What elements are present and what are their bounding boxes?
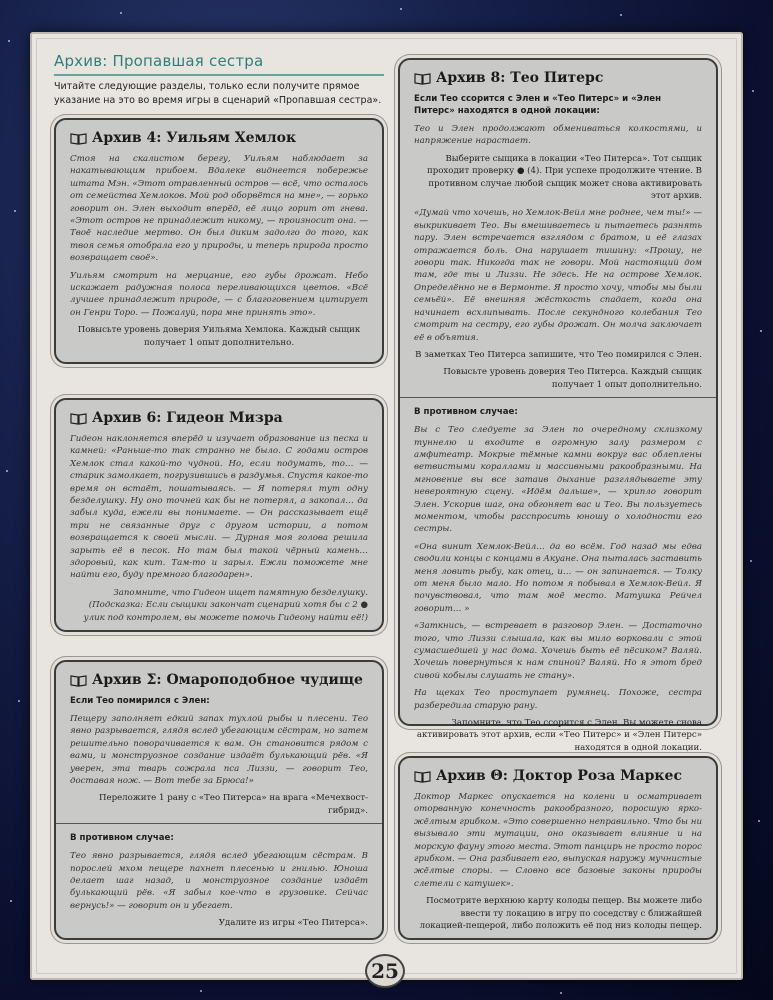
archive-6-title-row [70, 410, 368, 426]
divider [400, 397, 716, 398]
archive-theta-title: Архив Θ: Доктор Роза Маркес [436, 768, 682, 784]
archive-8-instruction: Запомните, что Тео ссорится с Элен. Вы можете снова активировать этот архив, если «Тео Питерс» и «Элен Питерс» находятся в одной локации. [416, 718, 702, 753]
archive-8-text: «Она винит Хемлок-Вейл… да во всём. Год назад мы едва сводили концы с концами в Акуане. Она пыталась заставить меня ловить рыбу, как отец, и… — он запинается. — Толку от меня было мало. Но потом я побывал в Хемлок-Вейл. Я почувствовал, что там моё место. Матушка Рейчел говорит… » [414, 541, 702, 614]
archive-8-otherwise: В противном случае: [414, 407, 518, 418]
archive-sigma-title-row [70, 672, 368, 688]
archive-sigma-title: Архив Σ: Омароподобное чудище [92, 672, 363, 688]
open-book-icon [70, 412, 87, 425]
archive-6-card [54, 398, 384, 632]
archive-theta-instruction: Посмотрите верхнюю карту колоды пещер. Вы можете либо ввести ту локацию в игру по соседству с ближайшей локацией-пещерой, либо положить её под низ колоды пещер. [419, 896, 702, 932]
archive-8-instruction: Выберите сыщика в локации «Тео Питерса». Тот сыщик проходит проверку ● (4). При успехе продолжите чтение. В противном случае любой сыщик может снова активировать этот архив. [427, 153, 702, 202]
archive-8-text: «Заткнись, — встревает в разговор Элен. — Достаточно того, что Лиззи слышала, как вы мило ворковали с этой сумасшедшей у нас дома. Хочешь быть её пёсиком? Валяй. Хочешь повернуться к нам спиной? Валяй. Но я этот бред сивой кобылы слушать не стану». [414, 621, 702, 681]
section-intro: Читайте следующие разделы, только если получите прямое указание на это во время игры в сценарий «Пропавшая сестра». [54, 81, 382, 106]
archive-8-text: Тео и Элен продолжают обмениваться колкостями, и напряжение нарастает. [414, 124, 702, 147]
archive-6-instruction: Запомните, что Гидеон ищет памятную безделушку. (Подсказка: Если сыщики закончат сценарий хотя бы с 2 ● улик под контролем, вы можете помочь Гидеону найти её!) [83, 587, 368, 623]
archive-4-title: Архив 4: Уильям Хемлок [92, 130, 297, 146]
archive-theta-title-row [414, 768, 702, 784]
archive-8-condition: Если Тео ссорится с Элен и «Тео Питерс» и «Элен Питерс» находятся в одной локации: [414, 94, 662, 116]
open-book-icon [414, 72, 431, 85]
archive-4-card [54, 118, 384, 364]
open-book-icon [70, 674, 87, 687]
archive-sigma-text: Тео явно разрывается, глядя вслед убегающим сёстрам. В порослей мхом пещере пахнет плесенью и гнилью. Юноша делает шаг назад, и монструозное создание издаёт булькающий рёв. «Я забыл кое-что в грузовике. Сейчас вернусь!» — говорит он и убегает. [70, 851, 368, 911]
archive-8-card [398, 58, 718, 753]
archive-8-title-row [414, 70, 702, 86]
page-number: 25 [365, 954, 405, 988]
section-title: Архив: Пропавшая сестра [54, 52, 384, 76]
archive-8-title: Архив 8: Тео Питерс [436, 70, 604, 86]
archive-8-text: Вы с Тео следуете за Элен по очередному склизкому туннелю и входите в огромную залу размером с амфитеатр. Мокрые тёмные камни вокруг вас облеплены ветвистыми кораллами и массивными ракообразными. На мгновение вы все затаив дыхание разглядываете эту невероятную сцену. «Идём дальше», — хрипло говорит Элен. Ускорив шаг, она обгоняет вас и Тео. Вы пользуетесь моментом, чтобы расспросить юношу о холодности его сестры. [414, 425, 702, 535]
archive-sigma-condition: Если Тео помирился с Элен: [70, 696, 210, 706]
open-book-icon [414, 770, 431, 783]
archive-8-text: «Думай что хочешь, но Хемлок-Вейл мне роднее, чем ты!» — выкрикивает Тео. Вы вмешиваетесь и пытаетесь разнять пару. Элен встречается взглядом с братом, и её глазах отражается боль. Она нарушает тишину: «Прошу, не говори так. Никогда так не говори. Мой настоящий дом там, где ты и Лиззи. Не здесь. Не на острове Хемлок. Определённо не в Вермонте. Я просто хочу, чтобы мы были семьёй». Её внешняя жёсткость спадает, когда она начинает всхлипывать. После секундного колебания Тео смотрит на сестру, его губы дрожат. Он молча заключает её в объятия. [414, 208, 702, 343]
archive-8-text: На щеках Тео проступает румянец. Похоже, сестра разбередила старую рану. [414, 688, 702, 711]
open-book-icon [70, 132, 87, 145]
archive-sigma-card [54, 660, 384, 940]
archive-6-text: Гидеон наклоняется вперёд и изучает образование из песка и камней: «Раньше-то так странно не было. С годами остров Хемлок стал какой-то чудной. Но, если подумать, то… — старик замолкает, погрузившись в раздумья. Спустя какое-то время он встаёт, пошатываясь. — Я потерял тут одну безделушку. Ну оно точней как бы не потерял, а закопал… да забыл куда, ежели вы понимаете. — Он рассказывает ещё три не связанные друг с другом истории, а потом возвращается к своей мысли. — Дурная моя голова решила зарыть её в песок. Но там был такой чёрный камень… здоровый, как кит. Там-то и зарыл. Ежли поможете мне найти его, буду премного благодарен». [70, 434, 368, 581]
archive-theta-text: Доктор Маркес опускается на колени и осматривает оторванную конечность ракообразного, поросшую ярко-жёлтым грибком. «Это совершенно неправильно. Что бы ни вызывало эти мутации, оно оказывает влияние и на морскую фауну этого места. Этот панцирь не просто порос грибком. — Она разбивает его, выпуская наружу мучнистые жёлтые споры. — Словно все базовые законы природы слетели с катушек». [414, 792, 702, 889]
archive-8-instruction: В заметках Тео Питерса запишите, что Тео помирился с Элен. [415, 349, 702, 360]
divider [56, 823, 382, 824]
archive-4-instruction: Повысьте уровень доверия Уильяма Хемлока. Каждый сыщик получает 1 опыт дополнительно. [77, 325, 361, 348]
archive-4-text: Стоя на скалистом берегу, Уильям наблюдает за накатывающим прибоем. Вдалеке виднеется побережье штата Мэн. «Этот отравленный остров — всё, что осталось от семейства Хемлоков. Мой род оборвётся на мне», — горько говорит он. Элен выходит вперёд, её лицо горит от гнева. «Этот остров не принадлежит никому, — произносит она. — Твоё наследие мертво. Он был диким задолго до того, как твоя семья отобрала его у природы, и теперь природа просто возвращает своё». [70, 154, 368, 264]
archive-4-title-row [70, 130, 368, 146]
archive-sigma-instruction: Переложите 1 рану с «Тео Питерса» на врага «Мечехвост-гибрид». [98, 793, 368, 816]
archive-8-instruction: Повысьте уровень доверия Тео Питерса. Каждый сыщик получает 1 опыт дополнительно. [443, 367, 702, 390]
archive-sigma-otherwise: В противном случае: [70, 833, 174, 844]
archive-sigma-instruction: Удалите из игры «Тео Питерса». [218, 918, 368, 929]
archive-theta-card [398, 756, 718, 940]
archive-4-text: Уильям смотрит на мерцание, его губы дрожат. Небо искажает радужная полоса переливающихся цветов. «Всё лучшее принадлежит природе, — с благоговением цитирует он Генри Торо. — Пожалуй, пора мне принять это». [70, 270, 368, 318]
archive-6-title: Архив 6: Гидеон Мизра [92, 410, 283, 426]
archive-sigma-text: Пещеру заполняет едкий запах тухлой рыбы и плесени. Тео явно разрывается, глядя вслед убегающим сёстрам, но затем решительно поворачивается к вам. Он становится рядом с вами, и монструозное создание издаёт булькающий рёв. «Я уверен, эта тварь сожрала пса Лиззи, — говорит Тео, доставая нож. — Вот тебе за Брюса!» [70, 714, 368, 787]
